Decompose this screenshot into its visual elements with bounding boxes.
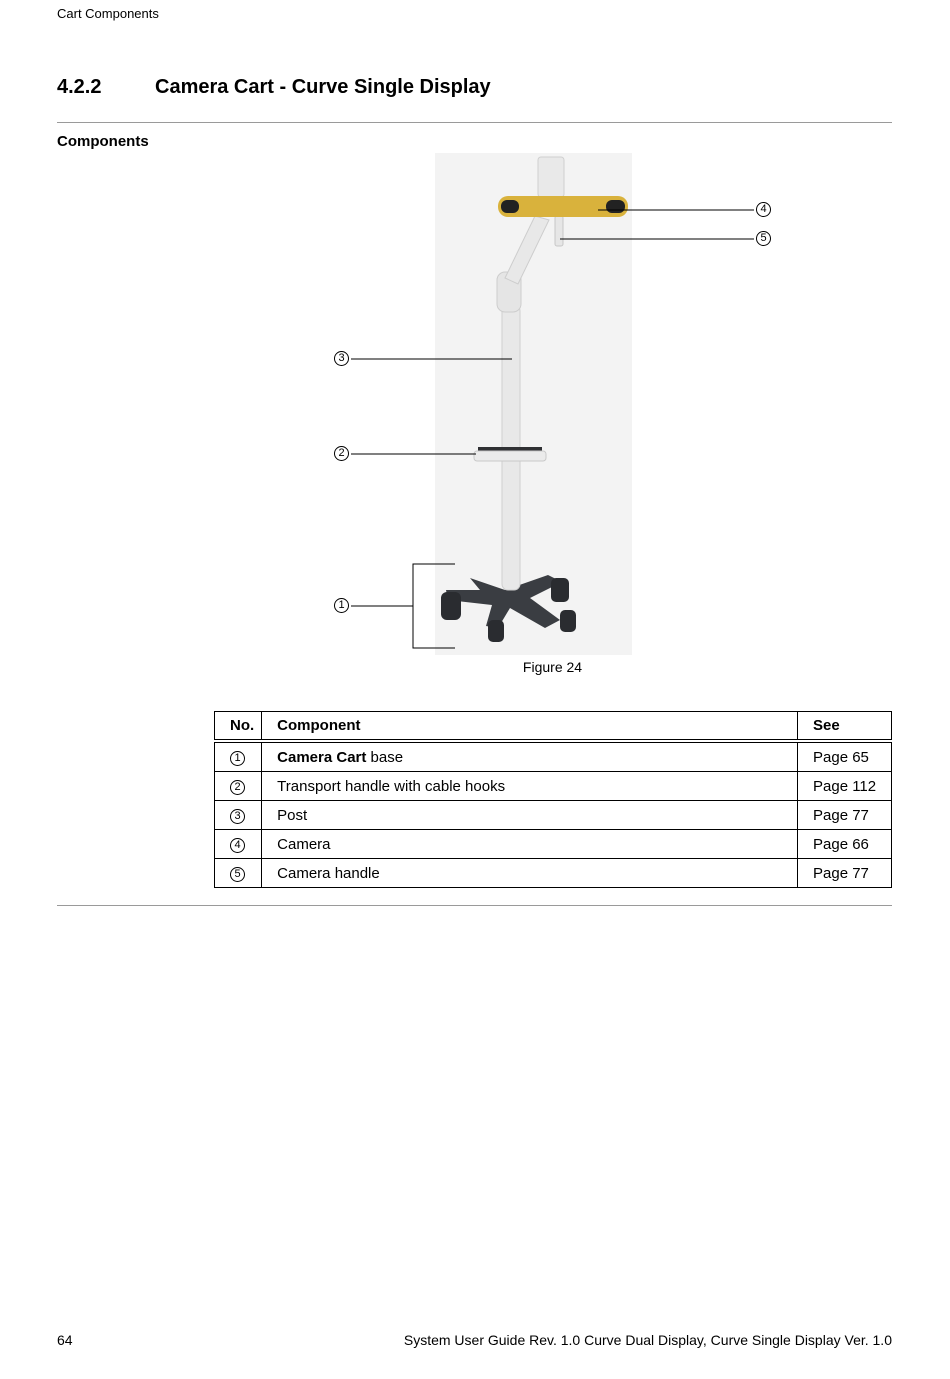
callout-2: 2 [334,446,349,461]
section-number: 4.2.2 [57,76,102,98]
row-component: Camera [262,830,798,859]
row-see: Page 66 [798,830,892,859]
camera-bar [498,196,628,217]
page-number: 64 [57,1332,73,1348]
header-component: Component [262,712,798,742]
components-table [214,711,892,888]
header-no: No. [215,712,262,742]
callout-3: 3 [334,351,349,366]
component-bold: Camera Cart [277,748,367,766]
table-row [215,772,892,801]
row-component: Transport handle with cable hooks [262,772,798,801]
table-row [215,741,892,772]
table-header-row [215,712,892,742]
row-see: Page 77 [798,801,892,830]
transport-handle [474,447,546,461]
row-component: Camera handle [262,859,798,888]
header-see: See [798,712,892,742]
table-row [215,830,892,859]
callout-1: 1 [334,598,349,613]
component-text: base [366,748,404,766]
row-number: 5 [230,867,245,882]
row-component [262,741,798,772]
callout-5: 5 [756,231,771,246]
row-see: Page 112 [798,772,892,801]
row-number: 1 [230,751,245,766]
running-header: Cart Components [57,6,159,21]
bottom-divider [57,905,892,906]
table-row [215,859,892,888]
document-footer: System User Guide Rev. 1.0 Curve Dual Display, Curve Single Display Ver. 1.0 [403,1332,892,1348]
row-number: 3 [230,809,245,824]
row-component: Post [262,801,798,830]
table-row [215,801,892,830]
row-number: 4 [230,838,245,853]
section-title: Camera Cart - Curve Single Display [155,76,491,98]
camera-handle [555,216,563,246]
camera-cart-figure [0,150,950,660]
figure-caption: Figure 24 [522,659,583,675]
camera-cart-illustration [0,150,950,660]
display-mount [538,157,564,197]
components-heading: Components [57,133,149,150]
row-see: Page 77 [798,859,892,888]
top-divider [57,122,892,123]
callout-4: 4 [756,202,771,217]
row-see: Page 65 [798,741,892,772]
row-number: 2 [230,780,245,795]
